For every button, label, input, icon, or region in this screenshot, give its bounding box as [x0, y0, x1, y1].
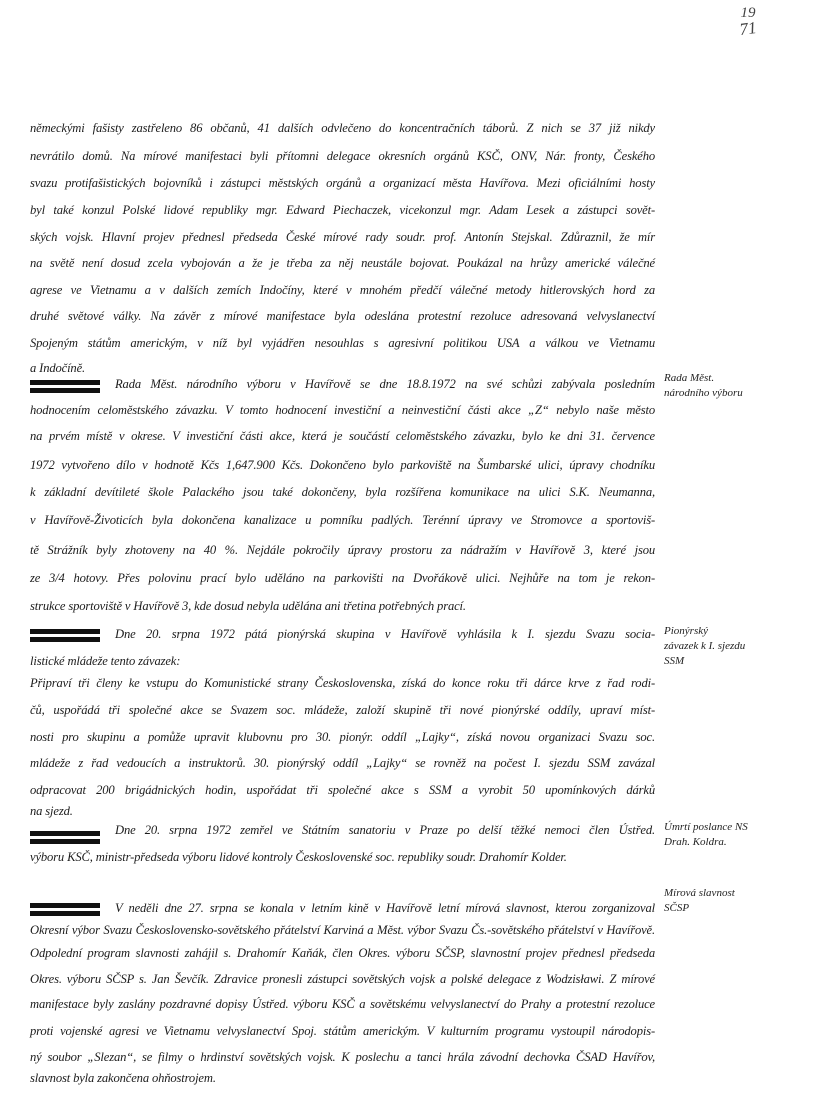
- handwritten-text-line: byl také konzul Polské lidové republiky mgr. Edward Piechaczek, vicekonzul mgr. Adam Lesek a zástupci sovět-: [30, 203, 655, 217]
- handwritten-text-line: a Indočíně.: [30, 361, 86, 375]
- handwritten-text-line: hodnocením celoměstského závazku. V tomto hodnocení investiční a neinvestiční části akce „Z“ nebylo naše město: [30, 403, 655, 417]
- handwritten-text-line: Okresní výbor Svazu Československo-sovětského přátelství Karviná a Měst. výbor Svazu Čs.-sovětského přátelství v Havířově.: [30, 923, 655, 937]
- handwritten-text-line: slavnost byla zakončena ohňostrojem.: [30, 1071, 216, 1085]
- handwritten-text-line: mládeže z řad vedoucích a instruktorů. 30. pionýrský oddíl „Lajky“ se rovněž na počest I. sjezdu SSM zavázal: [30, 756, 655, 770]
- margin-note: Pionýrský: [664, 625, 708, 637]
- handwritten-text-line: na sjezd.: [30, 804, 73, 818]
- page-number-top: 19: [740, 5, 756, 21]
- handwritten-text-line: nosti pro skupinu a pomůže upravit klubovnu pro 30. pionýr. oddíl „Lajky“, získá novou organizaci Svazu soc.: [30, 730, 655, 744]
- handwritten-text-line: proti vojenské agresi ve Vietnamu velvyslanectví Spoj. státům americkým. V kulturním programu vystoupil národopis-: [30, 1024, 655, 1038]
- section-marker-bar: [30, 380, 100, 396]
- margin-note: Úmrtí poslance NS: [664, 821, 748, 833]
- handwritten-text-line: Rada Měst. národního výboru v Havířově se dne 18.8.1972 na své schůzi zabývala posledním: [115, 377, 655, 391]
- handwritten-text-line: čů, uspořádá tři společné akce se Svazem soc. mládeže, založí skupině tři nové pionýrské oddíly, upraví míst-: [30, 703, 655, 717]
- handwritten-text-line: v Havířově-Životicích byla dokončena kanalizace u pomníku padlých. Terénní úpravy ve Stromovce a sportoviš-: [30, 513, 655, 527]
- handwritten-text-line: odpracovat 200 brigádnických hodin, uspořádat tři společné akce s SSM a vyrobit 50 upomínkových dárků: [30, 783, 655, 797]
- margin-note: SČSP: [664, 902, 690, 914]
- margin-note: SSM: [664, 655, 685, 667]
- handwritten-text-line: na prvém místě v okrese. V investiční části akce, která je součástí celoměstského závazku, bylo ke dni 31. července: [30, 429, 655, 443]
- handwritten-text-line: Připraví tři členy ke vstupu do Komunistické strany Československa, získá do konce roku tři dárce krve z řad rodi-: [30, 676, 655, 690]
- page-number-bottom: 71: [738, 17, 758, 40]
- handwritten-text-line: druhé světové války. Na závěr z mírové manifestace byla odeslána protestní rezoluce adresovaná velvyslanectví: [30, 309, 655, 323]
- margin-note: závazek k I. sjezdu: [664, 640, 746, 652]
- handwritten-text-line: ný soubor „Slezan“, se filmy o hrdinství sovětských vojsk. K poslechu a tanci hrála závodní dechovka ČSAD Havířov,: [30, 1050, 655, 1064]
- handwritten-text-line: nevrátilo domů. Na mírové manifestaci byli přítomni delegace okresních orgánů KSČ, ONV, Nár. fronty, Českého: [30, 149, 655, 163]
- margin-note: Mírová slavnost: [664, 887, 735, 899]
- handwritten-text-line: Odpolední program slavnosti zahájil s. Drahomír Kaňák, člen Okres. výboru SČSP, slavnostní projev přednesl předseda: [30, 946, 655, 960]
- margin-note: Drah. Koldra.: [664, 836, 727, 848]
- margin-note: Rada Měst.: [664, 372, 715, 384]
- handwritten-text-line: ze 3/4 hotovy. Přes polovinu prací bylo uděláno na parkovišti na Dvořákově ulici. Nejhůře na tom je rekon-: [30, 571, 655, 585]
- handwritten-text-line: na světě není dosud zcela vybojován a že je třeba za něj neustále bojovat. Poukázal na hrůzy americké válečné: [30, 256, 655, 270]
- page-number: [728, 5, 768, 40]
- handwritten-text-line: německými fašisty zastřeleno 86 občanů, 41 dalších odvlečeno do koncentračních táborů. Z nich se 37 již nikdy: [30, 121, 655, 135]
- handwritten-text-line: Spojeným státům americkým, v níž byl vyjádřen nesouhlas s agresivní politikou USA a válkou ve Vietnamu: [30, 336, 655, 350]
- handwritten-text-line: agrese ve Vietnamu a v dalších zemích Indočíny, které v mnohém předčí válečné metody hitlerovských hord za: [30, 283, 655, 297]
- handwritten-text-line: manifestace byly zaslány pozdravné dopisy Ústřed. výboru KSČ a sovětskému velvyslanectví do Prahy a protestní rezoluce: [30, 997, 655, 1011]
- handwritten-text-line: strukce sportoviště v Havířově 3, kde dosud nebyla udělána ani třetina potřebných prací.: [30, 599, 466, 613]
- handwritten-text-line: k základní devítileté škole Palackého jsou také dokončeny, byla rozšířena komunikace na ulici S.K. Neumanna,: [30, 485, 655, 499]
- section-marker-bar: [30, 629, 100, 645]
- handwritten-text-line: tě Strážník byly zhotoveny na 40 %. Nejdále pokročily úpravy prostoru za nádražím v Havířově 3, které jsou: [30, 543, 655, 557]
- handwritten-text-line: Okres. výboru SČSP s. Jan Ševčík. Zdravice pronesli zástupci sovětských vojsk a polské delegace z Wodzisławi. Z mírové: [30, 972, 655, 986]
- margin-note: národního výboru: [664, 387, 743, 399]
- handwritten-text-line: 1972 vytvořeno dílo v hodnotě Kčs 1,647.900 Kčs. Dokončeno bylo parkoviště na Šumbarské ulici, úpravy chodníku: [30, 458, 655, 472]
- handwritten-text-line: listické mládeže tento závazek:: [30, 654, 181, 668]
- handwritten-text-line: ských vojsk. Hlavní projev přednesl předseda České mírové rady soudr. prof. Antonín Stejskal. Zdůraznil, že mír: [30, 230, 655, 244]
- handwritten-text-line: svazu protifašistických bojovníků i zástupci městských orgánů a organizací města Havířova. Mezi oficiálními hosty: [30, 176, 655, 190]
- handwritten-text-line: výboru KSČ, ministr-předseda výboru lidové kontroly Československé soc. republiky soudr. Drahomír Kolder.: [30, 850, 567, 864]
- section-marker-bar: [30, 831, 100, 847]
- handwritten-text-line: Dne 20. srpna 1972 zemřel ve Státním sanatoriu v Praze po delší těžké nemoci člen Ústřed.: [115, 823, 655, 837]
- handwritten-text-line: Dne 20. srpna 1972 pátá pionýrská skupina v Havířově vyhlásila k I. sjezdu Svazu socia-: [115, 627, 655, 641]
- section-marker-bar: [30, 903, 100, 919]
- handwritten-text-line: V neděli dne 27. srpna se konala v letním kině v Havířově letní mírová slavnost, kterou zorganizoval: [115, 901, 655, 915]
